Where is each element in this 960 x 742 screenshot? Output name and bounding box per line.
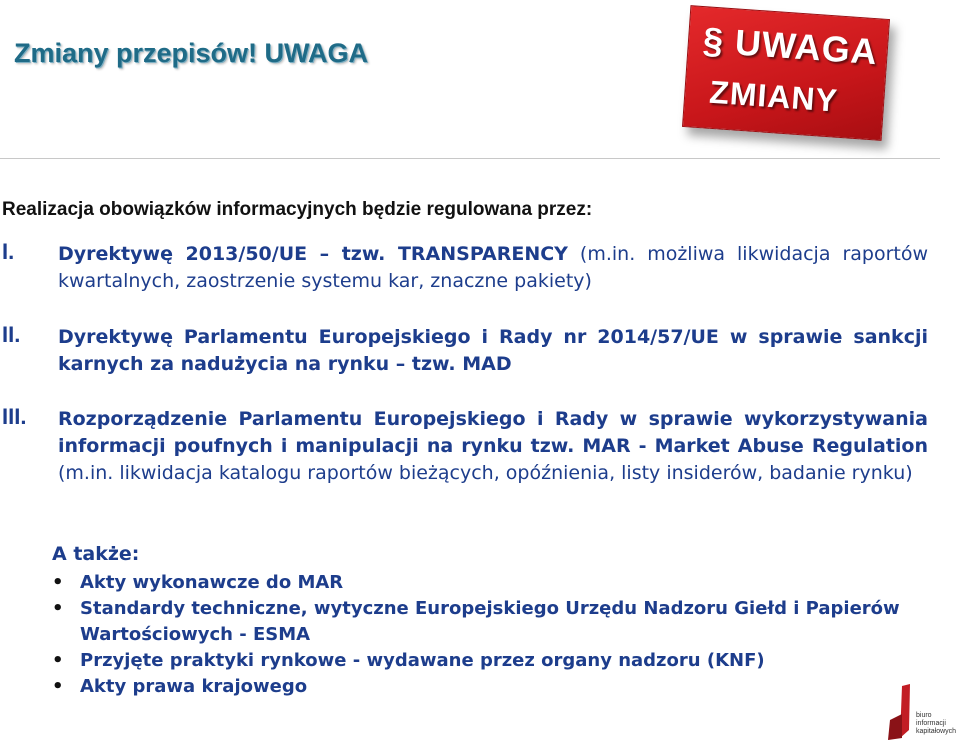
list-item: • Akty wykonawcze do MAR [52, 570, 932, 596]
bullet-icon: • [52, 676, 64, 697]
roman-numeral-2: II. [2, 322, 21, 347]
roman-numeral-1: I. [2, 239, 15, 264]
item-1-text [58, 241, 928, 295]
bullet-icon: • [52, 598, 64, 619]
roman-numeral-3: III. [2, 404, 27, 429]
item-2-text [58, 324, 928, 378]
item-1-normal: (m.in. możliwa likwidacja raportów kwartalnych, zaostrzenie systemu kar, znaczne pakiety) [58, 243, 929, 292]
list-item: • Akty prawa krajowego [52, 674, 932, 700]
item-1-bold: Dyrektywę 2013/50/UE – tzw. TRANSPARENCY [58, 243, 568, 265]
item-3-bold: Rozporządzenie Parlamentu Europejskiego i Rady w sprawie wykorzystywania informacji poufnych i manipulacji na rynku tzw. MAR - Market Abuse Regulation [58, 408, 928, 457]
list-item: • Standardy techniczne, wytyczne Europejskiego Urzędu Nadzoru Giełd i Papierów Wartościowych - ESMA [52, 598, 900, 645]
also-title: A także: [52, 543, 140, 565]
item-2-bold: Dyrektywę Parlamentu Europejskiego i Rady nr 2014/57/UE w sprawie sankcji karnych za nadużycia na rynku – tzw. MAD [58, 326, 928, 375]
page-title: Zmiany przepisów! UWAGA [14, 38, 369, 68]
bullet-icon: • [52, 572, 64, 593]
item-3-normal: (m.in. likwidacja katalogu raportów bieżących, opóźnienia, listy insiderów, badanie rynku) [58, 462, 913, 484]
list-item: • Przyjęte praktyki rynkowe - wydawane przez organy nadzoru (KNF) [52, 648, 932, 674]
item-3-text [58, 406, 928, 487]
intro-text: Realizacja obowiązków informacyjnych będzie regulowana przez: [2, 199, 593, 220]
badge-line-1: § UWAGA [701, 19, 880, 73]
bullet-icon: • [52, 650, 64, 671]
uwaga-zmiany-badge [682, 5, 890, 141]
logo-text: biuro informacji kapitałowych [916, 712, 957, 735]
also-list [52, 570, 932, 700]
badge-line-2: ZMIANY [708, 73, 840, 119]
header-divider [0, 158, 940, 159]
